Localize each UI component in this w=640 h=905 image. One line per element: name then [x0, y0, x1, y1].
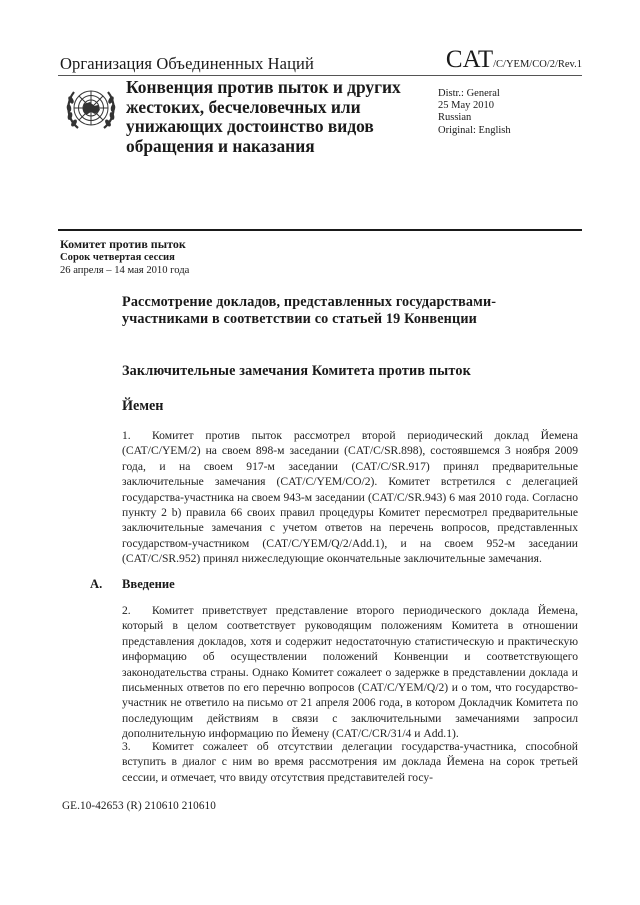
section-letter: A. [90, 577, 103, 591]
header-divider [58, 75, 582, 76]
paragraph-number: 1. [122, 429, 131, 442]
symbol-main: CAT [445, 46, 494, 73]
session-dates: 26 апреля – 14 мая 2010 года [60, 265, 190, 276]
paragraph-text: Комитет против пыток рассмотрел второй периодический доклад Йемена (CAT/C/YEM/2) на своем 898-м заседании (CAT/C/SR.898), состоявшемся 3 ноября 2009 года, и на своем 917-м заседании (CAT/C/SR.917) принял предварительные заключительные замечания (CAT/C/YEM/CO/2). Комитет встретился с делегацией государства-участника на своем 943-м заседании (CAT/C/SR.943) 6 мая 2010 года. Согласно пункту 2 b) правила 66 своих правил процедуры Комитет пересмотрел предварительные заключительные замечания с учетом ответов на перечень вопросов, представленных государством-участником (CAT/C/YEM/Q/2/Add.1), и на своем 952-м заседании (CAT/C/SR.952) принял нижеследующие окончательные заключительные замечания. [122, 429, 578, 566]
section-title: Введение [122, 577, 175, 591]
session-name: Сорок четвертая сессия [60, 252, 175, 263]
symbol-suffix: /C/YEM/CO/2/Rev.1 [493, 59, 582, 70]
country-heading: Йемен [122, 398, 164, 414]
paragraph-1 [122, 428, 578, 567]
document-language: Russian [438, 112, 472, 124]
committee-info [60, 238, 189, 277]
conclusions-heading: Заключительные замечания Комитета против пыток [122, 363, 471, 379]
distribution-block [438, 88, 511, 137]
convention-title: Конвенция против пыток и других жестоких, бесчеловечных или унижающих достоинство видов обращения и наказания [126, 77, 401, 156]
document-symbol [446, 46, 582, 74]
paragraph-number: 2. [122, 604, 131, 617]
document-code: GE.10-42653 (R) 210610 210610 [62, 800, 216, 812]
consideration-heading: Рассмотрение докладов, представленных государствами-участниками в соответствии со статьей 19 Конвенции [122, 294, 497, 327]
section-heading-introduction [90, 577, 175, 592]
paragraph-3 [122, 739, 578, 785]
un-emblem-icon [64, 80, 118, 136]
paragraph-text: Комитет сожалеет об отсутствии делегации государства-участника, способной вступить в диалог с ним во время рассмотрения им доклада Йемена на сорок третьей сессии, и отмечает, что ввиду отсутствия представителей госу- [122, 740, 578, 784]
paragraph-text: Комитет приветствует представление второго периодического доклада Йемена, который в целом соответствует руководящим положениям Комитета в отношении представления докладов, хотя и содержит недостаточную статистическую и практическую информацию об осуществлении положений Конвенции и соответствующего законодательства страны. Однако Комитет сожалеет о задержке в представлении доклада и письменных ответов по его перечню вопросов (CAT/C/YEM/Q/2) и о том, что государство-участник не ответило на письмо от 21 апреля 2006 года, в котором Докладчик Комитета по последующим действиям в связи с заключительными замечаниями запросил дополнительную информацию по Йемену (CAT/C/CR/31/4 и Add.1). [122, 604, 578, 741]
distribution-status: Distr.: General [438, 88, 500, 99]
committee-name: Комитет против пыток [60, 237, 186, 251]
original-language: Original: English [438, 124, 511, 136]
paragraph-2 [122, 603, 578, 742]
header-bottom-rule [58, 229, 582, 231]
issue-date: 25 May 2010 [438, 100, 494, 112]
paragraph-number: 3. [122, 740, 131, 753]
organization-name: Организация Объединенных Наций [60, 54, 314, 73]
